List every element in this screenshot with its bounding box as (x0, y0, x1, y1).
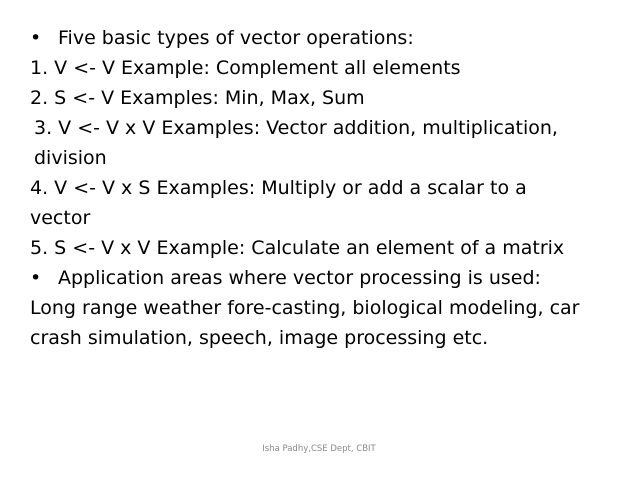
operation-3-text: 3. V <- V x V Examples: Vector addition, multiplication, (34, 117, 558, 139)
bullet-vector-operations (30, 23, 615, 53)
operation-4 (30, 173, 615, 233)
operation-2-text: 2. S <- V Examples: Min, Max, Sum (30, 87, 365, 109)
operation-5 (30, 233, 615, 263)
bullet-application-areas (30, 263, 615, 293)
operation-3-continuation: division (34, 147, 107, 169)
bullet-marker: • (30, 267, 42, 289)
operation-2 (30, 83, 615, 113)
application-areas-text: Long range weather fore-casting, biological modeling, car (30, 297, 580, 319)
operation-3 (30, 113, 615, 173)
operation-1 (30, 53, 615, 83)
slide-footer: Isha Padhy,CSE Dept, CBIT (262, 444, 376, 454)
operation-1-text: 1. V <- V Example: Complement all elements (30, 57, 461, 79)
bullet-text: Application areas where vector processing is used: (58, 267, 541, 289)
operation-4-continuation: vector (30, 207, 91, 229)
bullet-text: Five basic types of vector operations: (58, 27, 414, 49)
operation-4-text: 4. V <- V x S Examples: Multiply or add a scalar to a (30, 177, 527, 199)
bullet-marker: • (30, 27, 42, 49)
application-areas-continuation: crash simulation, speech, image processing etc. (30, 327, 489, 349)
application-areas-list (30, 293, 615, 353)
operation-5-text: 5. S <- V x V Example: Calculate an element of a matrix (30, 237, 565, 259)
slide-body (30, 23, 615, 353)
